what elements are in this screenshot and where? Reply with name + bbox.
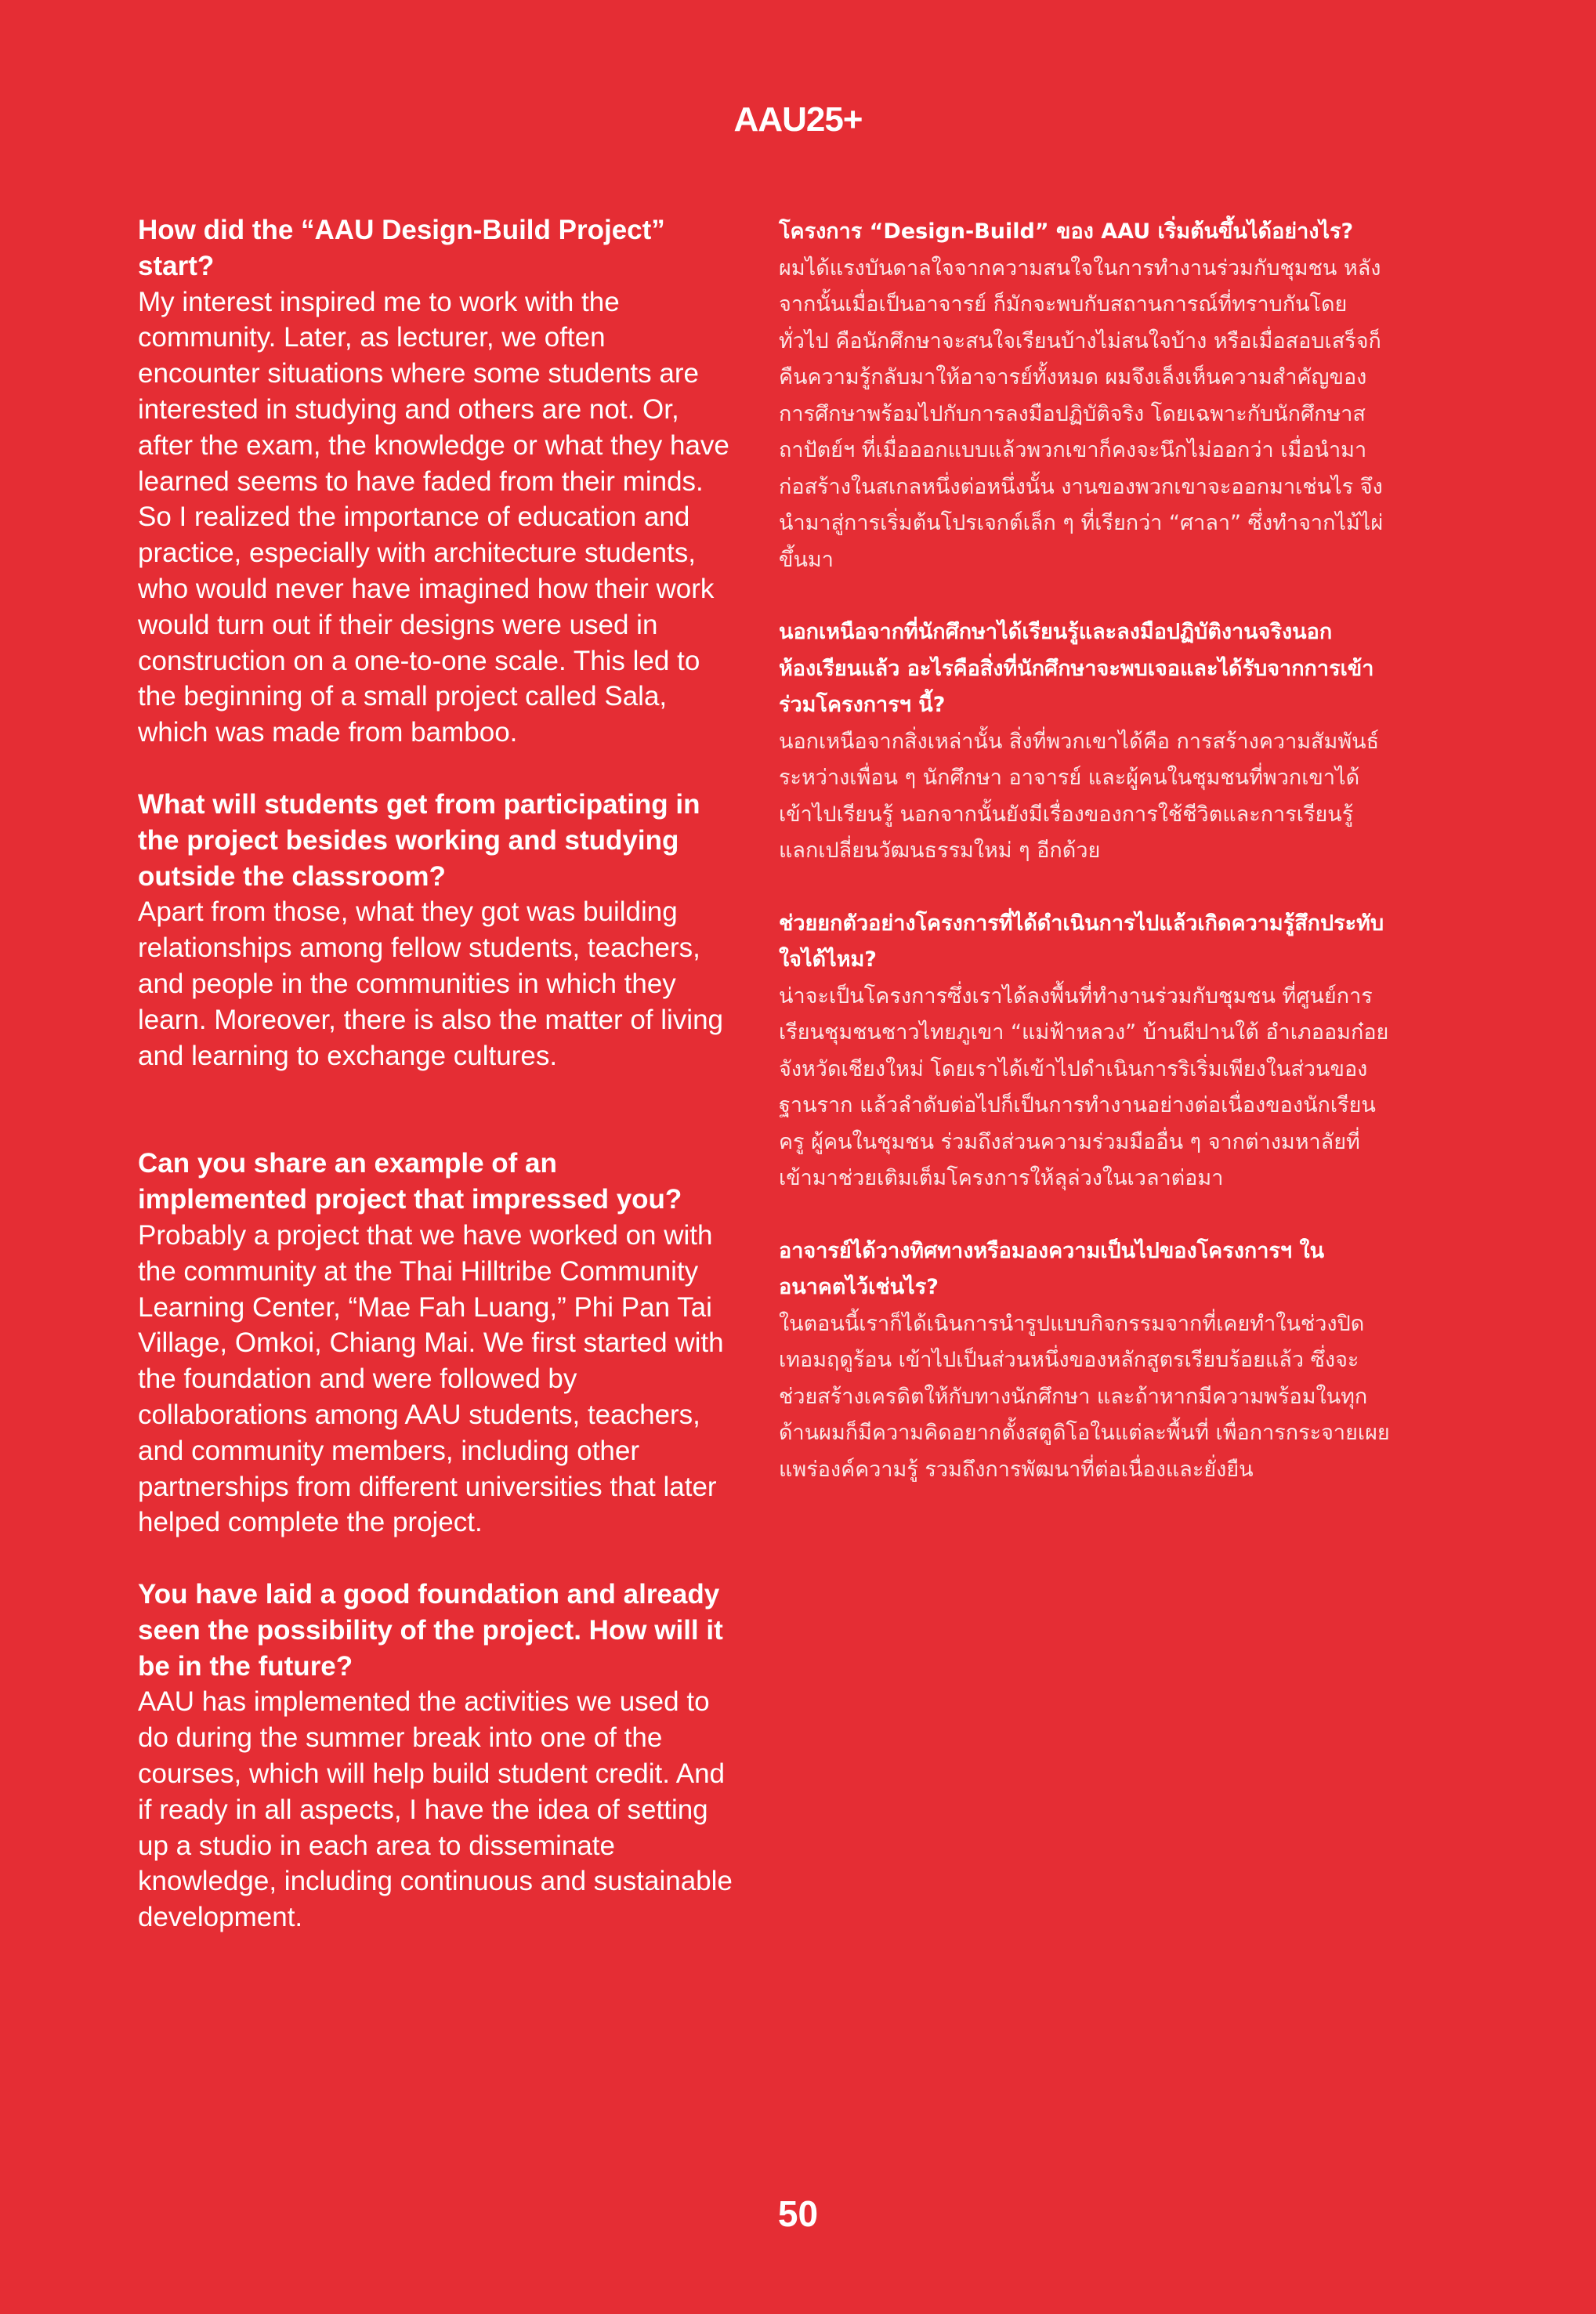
page-number: 50 [777, 2193, 819, 2234]
qa-block [138, 787, 733, 1074]
answer: นอกเหนือจากสิ่งเหล่านั้น สิ่งที่พวกเขาได้คือ การสร้างความสัมพันธ์ระหว่างเพื่อน ๆ นักศึกษา อาจารย์ และผู้คนในชุมชนที่พวกเขาได้เข้าไปเรียนรู้ นอกจากนั้นยังมีเรื่องของการใช้ชีวิตและการเรียนรู้แลกเปลี่ยนวัฒนธรรมใหม่ ๆ อีกด้วย [779, 729, 1380, 863]
answer: Probably a project that we have worked on with the community at the Thai Hilltribe Community Learning Center, “Mae Fah Luang,” Phi Pan Tai Village, Omkoi, Chiang Mai. We first started with the foundation and were followed by collaborations among AAU students, teachers, and community members, including other partnerships from different universities that later helped complete the project. [138, 1219, 724, 1538]
answer: ผมได้แรงบันดาลใจจากความสนใจในการทำงานร่วมกับชุมชน หลังจากนั้นเมื่อเป็นอาจารย์ ก็มักจะพบกับสถานการณ์ที่ทราบกันโดยทั่วไป คือนักศึกษาจะสนใจเรียนบ้างไม่สนใจบ้าง หรือเมื่อสอบเสร็จก็คืนความรู้กลับมาให้อาจารย์ทั้งหมด ผมจึงเล็งเห็นความสำคัญของการศึกษาพร้อมไปกับการลงมือปฏิบัติจริง โดยเฉพาะกับนักศึกษาสถาปัตย์ฯ ที่เมื่อออกแบบแล้วพวกเขาก็คงจะนึกไม่ออกว่า เมื่อนำมาก่อสร้างในสเกลหนึ่งต่อหนึ่งนั้น งานของพวกเขาจะออกมาเช่นไร จึงนำมาสู่การเริ่มต้นโปรเจกต์เล็ก ๆ ที่เรียกว่า “ศาลา” ซึ่งทำจากไม้ไผ่ขึ้นมา [779, 255, 1384, 572]
question: ช่วยยกตัวอย่างโครงการที่ได้ดำเนินการไปแล้วเกิดความรู้สึกประทับใจได้ไหม? [779, 911, 1384, 972]
answer: Apart from those, what they got was building relationships among fellow students, teachers, and people in the communities in which they learn. Moreover, there is also the matter of living and learning to exchange cultures. [138, 896, 724, 1071]
question: อาจารย์ได้วางทิศทางหรือมองความเป็นไปของโครงการฯ ในอนาคตไว้เช่นไร? [779, 1238, 1325, 1299]
english-column [138, 212, 733, 1936]
question: What will students get from participating in the project besides working and studying outside the classroom? [138, 788, 700, 892]
qa-block [779, 1233, 1390, 1489]
answer: น่าจะเป็นโครงการซึ่งเราได้ลงพื้นที่ทำงานร่วมกับชุมชน ที่ศูนย์การเรียนชุมชนชาวไทยภูเขา “แม่ฟ้าหลวง” บ้านผีปานใต้ อำเภออมก๋อย จังหวัดเชียงใหม่ โดยเราได้เข้าไปดำเนินการริเริ่มเพียงในส่วนของฐานราก แล้วลำดับต่อไปก็เป็นการทำงานอย่างต่อเนื่องของนักเรียน ครู ผู้คนในชุมชน ร่วมถึงส่วนความร่วมมืออื่น ๆ จากต่างมหาลัยที่เข้ามาช่วยเติมเต็มโครงการให้ลุล่วงในเวลาต่อมา [779, 983, 1389, 1190]
question: โครงการ “Design-Build” ของ AAU เริ่มต้นขึ้นได้อย่างไร? [779, 219, 1354, 244]
qa-block [138, 1146, 733, 1541]
question: นอกเหนือจากที่นักศึกษาได้เรียนรู้และลงมือปฏิบัติงานจริงนอกห้องเรียนแล้ว อะไรคือสิ่งที่นักศึกษาจะพบเจอและได้รับจากการเข้าร่วมโครงการฯ นี้? [779, 620, 1374, 717]
qa-block [138, 212, 733, 751]
qa-block [779, 614, 1390, 870]
question: Can you share an example of an implemented project that impressed you? [138, 1148, 682, 1215]
answer: ในตอนนี้เราก็ได้เนินการนำรูปแบบกิจกรรมจากที่เคยทำในช่วงปิดเทอมฤดูร้อน เข้าไปเป็นส่วนหนึ่งของหลักสูตรเรียบร้อยแล้ว ซึ่งจะช่วยสร้างเครดิตให้กับทางนักศึกษา และถ้าหากมีความพร้อมในทุกด้านผมก็มีความคิดอยากตั้งสตูดิโอในแต่ละพื้นที่ เพื่อการกระจายเผยแพร่องค์ความรู้ รวมถึงการพัฒนาที่ต่อเนื่องและยั่งยืน [779, 1311, 1390, 1482]
thai-column [779, 214, 1390, 1488]
answer: AAU has implemented the activities we used to do during the summer break into one of the courses, which will help build student credit. And if ready in all aspects, I have the idea of setting up a studio in each area to disseminate knowledge, including continuous and sustainable development. [138, 1686, 733, 1933]
answer: My interest inspired me to work with the community. Later, as lecturer, we often encounter situations where some students are interested in studying and others are not. Or, after the exam, the knowledge or what they have learned seems to have faded from their minds. So I realized the importance of education and practice, especially with architecture students, who would never have imagined how their work would turn out if their designs were used in construction on a one-to-one scale. This led to the beginning of a small project called Sala, which was made from bamboo. [138, 286, 729, 748]
page-title: AAU25+ [733, 100, 863, 139]
qa-block [138, 1577, 733, 1936]
qa-block [779, 906, 1390, 1197]
question: You have laid a good foundation and already seen the possibility of the project. How will it be in the future? [138, 1579, 723, 1682]
qa-block [779, 214, 1390, 578]
question: How did the “AAU Design-Build Project” start? [138, 215, 665, 281]
